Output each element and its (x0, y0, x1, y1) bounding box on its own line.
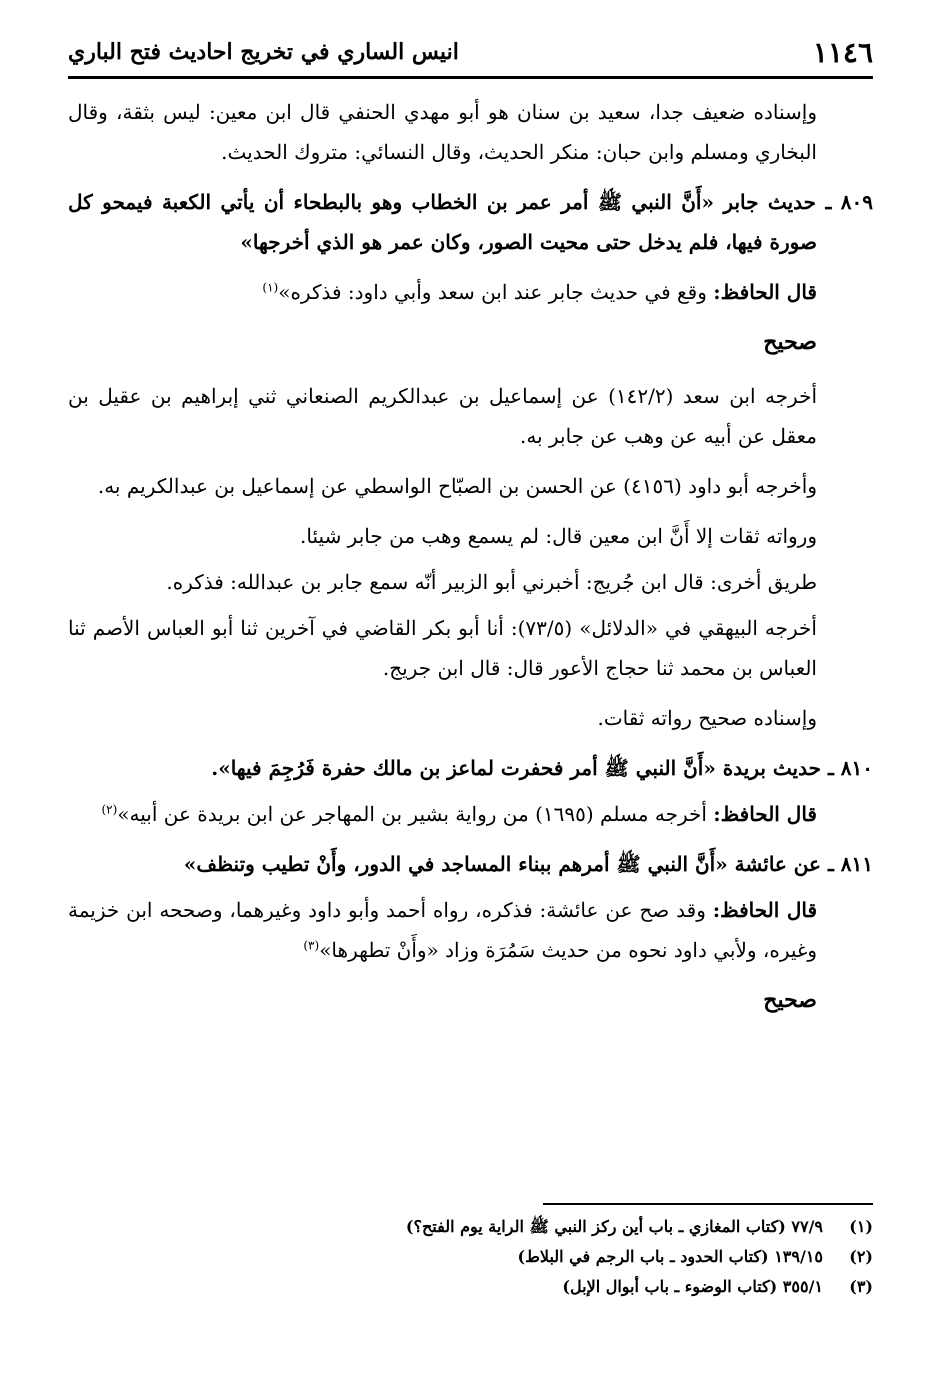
book-title: انيس الساري في تخريج احاديث فتح الباري (68, 39, 459, 65)
footnote-number: (٣) (849, 1277, 873, 1296)
hadith-number: ٨١٠ ـ (827, 756, 873, 780)
paragraph-text: وأخرجه أبو داود (٤١٥٦) عن الحسن بن الصبّاح الواسطي عن إسماعيل بن عبدالكريم به. (97, 474, 817, 498)
intro-paragraph (68, 92, 873, 172)
narrators-note (68, 516, 873, 556)
footnote-text: ٧٧/٩ (كتاب المغازي ـ باب أين ركز النبي ﷺ الراية يوم الفتح؟) (405, 1217, 823, 1236)
paragraph-text: أخرجه ابن سعد (١٤٢/٢) عن إسماعيل بن عبدالكريم الصنعاني ثني إبراهيم بن عقيل بن معقل عن أبيه عن وهب عن جابر به. (68, 384, 818, 448)
footnote-item (200, 1212, 873, 1242)
paragraph-text: وإسناده صحيح رواته ثقات. (597, 706, 817, 730)
hafiz-text: وقع في حديث جابر عند ابن سعد وأبي داود: فذكره» (278, 280, 707, 304)
page-header (68, 28, 873, 79)
paragraph-text: طريق أخرى: قال ابن جُريج: أخبرني أبو الزبير أنّه سمع جابر بن عبدالله: فذكره. (166, 570, 817, 594)
hafiz-label: قال الحافظ: (713, 280, 817, 304)
takhrij-ibn-saad (68, 376, 873, 456)
footnote-ref: (١) (262, 280, 279, 295)
footnote-item (200, 1272, 873, 1302)
paragraph-text: ورواته ثقات إلا أَنَّ ابن معين قال: لم يسمع وهب من جابر شيئا. (300, 524, 817, 548)
footnote-number: (٢) (849, 1247, 873, 1266)
hadith-text: عن عائشة «أَنَّ النبي ﷺ أمرهم ببناء المساجد في الدور، وأَنْ تطيب وتنظف» (183, 852, 821, 876)
hadith-number: ٨١١ ـ (827, 852, 873, 876)
page-number: ١١٤٦ (812, 35, 873, 69)
main-text (68, 92, 873, 1034)
footnote-divider (543, 1203, 873, 1205)
footnote-ref: (٣) (303, 938, 320, 953)
hafiz-comment-809 (68, 272, 873, 312)
footnote-text: ١٣٩/١٥ (كتاب الحدود ـ باب الرجم في البلاط) (517, 1247, 823, 1266)
hadith-810 (68, 748, 873, 788)
footnotes (200, 1212, 873, 1302)
hadith-number: ٨٠٩ ـ (825, 190, 873, 214)
grade-label: صحيح (763, 987, 817, 1013)
footnote-item (200, 1242, 873, 1272)
takhrij-abu-dawud (68, 466, 873, 506)
hadith-811 (68, 844, 873, 884)
another-route (68, 562, 873, 602)
intro-text: وإسناده ضعيف جدا، سعيد بن سنان هو أبو مهدي الحنفي قال ابن معين: ليس بثقة، وقال البخاري ومسلم وابن حبان: منكر الحديث، وقال النسائي: متروك الحديث. (68, 100, 817, 164)
hadith-text: حديث جابر «أَنَّ النبي ﷺ أمر عمر بن الخطاب وهو بالبطحاء أن يأتي الكعبة فيمحو كل صورة فيها، فلم يدخل حتى محيت الصور، وكان عمر هو الذي أخرجها» (68, 190, 817, 254)
footnote-text: ٣٥٥/١ (كتاب الوضوء ـ باب أبوال الإبل) (562, 1277, 823, 1296)
hafiz-text: أخرجه مسلم (١٦٩٥) من رواية بشير بن المهاجر عن ابن بريدة عن أبيه» (117, 802, 707, 826)
paragraph-text: أخرجه البيهقي في «الدلائل» (٧٣/٥): أنا أبو بكر القاضي في آخرين ثنا أبو العباس الأصم ثنا العباس بن محمد ثنا حجاج الأعور قال: قال ابن جريج. (68, 616, 817, 680)
hafiz-comment-810 (68, 794, 873, 834)
takhrij-bayhaqi (68, 608, 873, 688)
hafiz-text: وقد صح عن عائشة: فذكره، رواه أحمد وأبو داود وغيرهما، وصححه ابن خزيمة وغيره، ولأبي داود نحوه من حديث سَمُرَة وزاد «وأَنْ تطهرها» (68, 898, 817, 962)
hadith-text: حديث بريدة «أَنَّ النبي ﷺ أمر فحفرت لماعز بن مالك حفرة فَرُجِمَ فيها». (211, 756, 821, 780)
footnote-ref: (٢) (101, 802, 118, 817)
grade-label: صحيح (763, 329, 817, 355)
hafiz-label: قال الحافظ: (713, 802, 817, 826)
hafiz-comment-811 (68, 890, 873, 970)
footnote-number: (١) (849, 1217, 873, 1236)
hafiz-label: قال الحافظ: (712, 898, 818, 922)
isnad-verdict (68, 698, 873, 738)
hadith-809 (68, 182, 873, 262)
